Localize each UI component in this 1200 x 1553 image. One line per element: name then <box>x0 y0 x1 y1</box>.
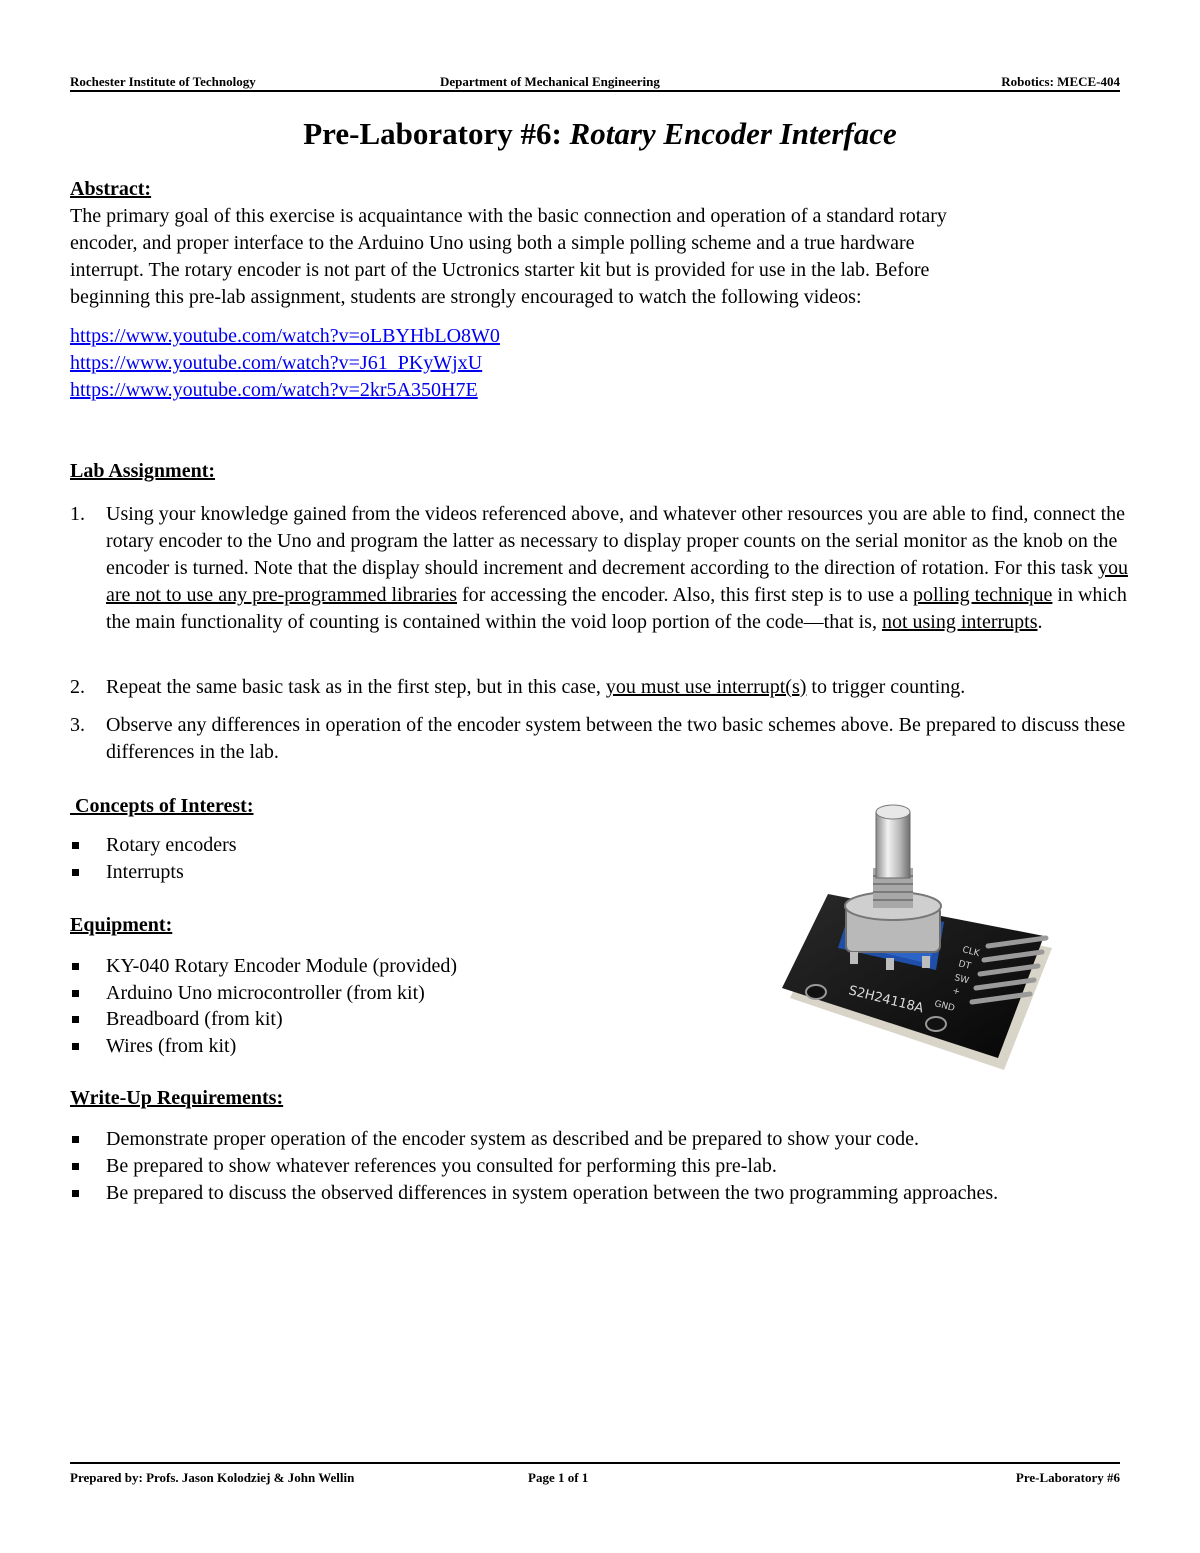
shaft-top-shape <box>876 805 910 819</box>
title-prefix: Pre-Laboratory #6: <box>303 116 570 151</box>
equipment-item-text: Arduino Uno microcontroller (from kit) <box>106 982 425 1004</box>
bullet-marker <box>72 869 79 876</box>
bullet-marker <box>72 1136 79 1143</box>
encoder-leg <box>886 958 894 970</box>
lab-item1-text-b: for accessing the encoder. Also, this first step is to use a <box>456 584 913 606</box>
footer-page-number: Page 1 of 1 <box>528 1470 589 1485</box>
bullet-marker <box>72 842 79 849</box>
equipment-heading: Equipment: <box>70 914 173 936</box>
page-footer <box>70 1462 1120 1488</box>
equipment-item-text: Wires (from kit) <box>106 1035 237 1057</box>
rotary-encoder-photo <box>776 798 1056 1080</box>
video-link-3[interactable]: https://www.youtube.com/watch?v=2kr5A350H7E <box>70 379 478 401</box>
lab-item1-underline-polling: polling technique <box>913 584 1053 606</box>
lab-item1-underline-libraries: you are not to use any pre-programmed libraries <box>106 557 1128 606</box>
lab-item1-text-d: . <box>1037 611 1043 633</box>
concepts-heading: Concepts of Interest: <box>70 795 254 817</box>
page-title <box>0 116 1200 152</box>
concepts-item-text: Rotary encoders <box>106 834 237 856</box>
pin-label: DT <box>957 959 972 972</box>
lab-heading: Lab Assignment: <box>70 460 216 482</box>
lab-item2-text-b: to trigger counting. <box>806 676 966 698</box>
abstract-line: encoder, and proper interface to the Arduino Uno using both a simple polling scheme and a true hardware <box>70 232 915 254</box>
header-department: Department of Mechanical Engineering <box>440 74 660 89</box>
bullet-marker <box>72 1163 79 1170</box>
bullet-marker <box>72 1016 79 1023</box>
lab-item-text <box>106 501 1130 636</box>
bullet-marker <box>72 1190 79 1197</box>
writeup-item-text: Be prepared to show whatever references you consulted for performing this pre-lab. <box>106 1155 777 1177</box>
writeup-item-text: Be prepared to discuss the observed differences in system operation between the two programming approaches. <box>106 1182 999 1204</box>
lab-item2-text-a: Repeat the same basic task as in the first step, but in this case, <box>106 676 606 698</box>
bullet-marker <box>72 1043 79 1050</box>
header-course: Robotics: MECE-404 <box>1001 74 1120 89</box>
pin-label: SW <box>953 973 970 987</box>
pin-label: GND <box>933 999 956 1014</box>
encoder-leg <box>850 952 858 964</box>
encoder-leg <box>922 956 930 968</box>
writeup-heading: Write-Up Requirements: <box>70 1087 284 1109</box>
lab-item2-underline-interrupts: you must use interrupt(s) <box>605 676 807 698</box>
video-link-2[interactable]: https://www.youtube.com/watch?v=J61_PKyWjxU <box>70 352 483 374</box>
title-italic: Rotary Encoder Interface <box>569 116 897 151</box>
concepts-item-text: Interrupts <box>106 861 184 883</box>
abstract-paragraph <box>70 203 1130 311</box>
lab-item1-text-a: Using your knowledge gained from the videos referenced above, and whatever other resources you are able to find, connect the rotary encoder to the Uno and program the latter as necessary to display proper counts on the serial monitor as the knob on the encoder is turned. Note that the display should increment and decrement according to the direction of rotation. For this task <box>106 503 1126 579</box>
chip-label: S2H24118A <box>847 983 925 1017</box>
equipment-item-text: Breadboard (from kit) <box>106 1008 283 1030</box>
equipment-item-text: KY-040 Rotary Encoder Module (provided) <box>106 955 458 977</box>
abstract-line: interrupt. The rotary encoder is not part of the Uctronics starter kit but is provided for use in the lab. Before <box>70 259 930 281</box>
footer-document-name: Pre-Laboratory #6 <box>1015 1470 1120 1485</box>
header-institution: Rochester Institute of Technology <box>70 74 256 89</box>
pin-label: CLK <box>961 945 981 960</box>
lab-item-text: Observe any differences in operation of the encoder system between the two basic schemes above. Be prepared to discuss these differences in the lab. <box>106 714 1126 763</box>
encoder-shaft-shape <box>876 812 910 878</box>
footer-authors: Prepared by: Profs. Jason Kolodziej & John Wellin <box>70 1470 355 1485</box>
video-link-1[interactable]: https://www.youtube.com/watch?v=oLBYHbLO8W0 <box>70 325 500 347</box>
lab-item-number: 3. <box>70 714 85 736</box>
abstract-line: The primary goal of this exercise is acquaintance with the basic connection and operation of a standard rotary <box>70 205 947 227</box>
pin-label: + <box>951 986 962 998</box>
lab-item1-underline-no-interrupts: not using interrupts <box>881 611 1038 633</box>
bullet-marker <box>72 990 79 997</box>
lab-item-text <box>106 674 1130 701</box>
writeup-item-text: Demonstrate proper operation of the encoder system as described and be prepared to show your code. <box>106 1128 920 1150</box>
mount-hole-shape <box>926 1017 946 1031</box>
bullet-marker <box>72 963 79 970</box>
abstract-heading: Abstract: <box>70 178 152 200</box>
page-header <box>70 74 1120 92</box>
mount-hole-shape <box>806 985 826 999</box>
lab-item1-text-c: in which the main functionality of counting is contained within the void loop portion of the code—that is, <box>106 584 1127 633</box>
abstract-line: beginning this pre-lab assignment, students are strongly encouraged to watch the following videos: <box>70 286 862 308</box>
lab-item-number: 1. <box>70 503 85 525</box>
lab-item-number: 2. <box>70 676 85 698</box>
